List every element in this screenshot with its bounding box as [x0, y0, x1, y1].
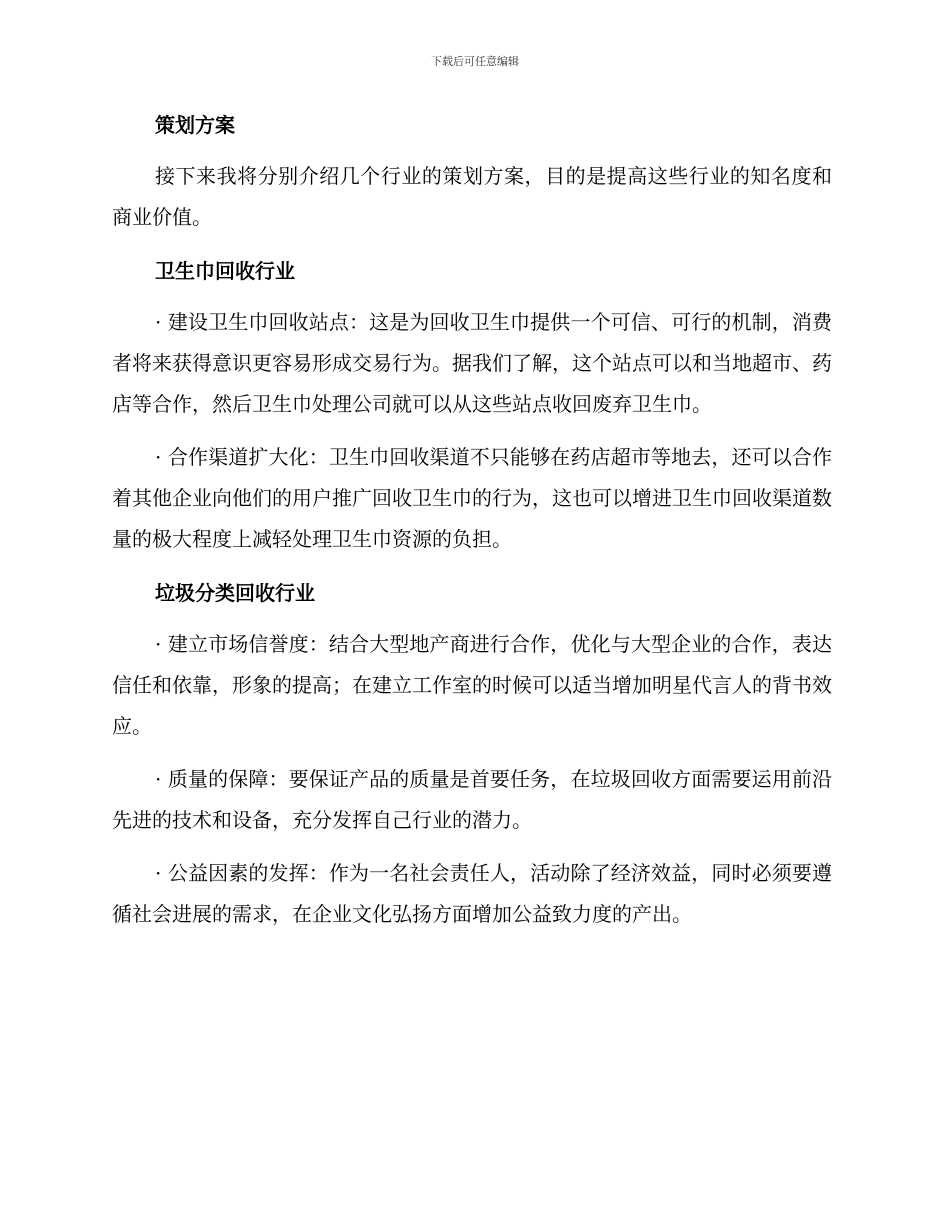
heading-plan: 策划方案 [155, 113, 235, 137]
header-note: 下载后可任意编辑 [431, 55, 519, 68]
heading-pad-recycling: 卫生巾回收行业 [155, 259, 295, 283]
heading-waste-recycling: 垃圾分类回收行业 [155, 581, 315, 605]
paragraph-pad-item-1: · 建设卫生巾回收站点：这是为回收卫生巾提供一个可信、可行的机制，消费者将来获得意识更容易形成交易行为。据我们了解，这个站点可以和当地超市、药店等合作，然后卫生巾处理公司就可以从这些站点收回废弃卫生巾。 [112, 310, 832, 416]
document-body [112, 104, 832, 935]
paragraph-waste-item-3: · 公益因素的发挥：作为一名社会责任人，活动除了经济效益，同时必须要遵循社会进展的需求，在企业文化弘扬方面增加公益致力度的产出。 [112, 861, 832, 926]
paragraph-waste-item-2: · 质量的保障：要保证产品的质量是首要任务，在垃圾回收方面需要运用前沿先进的技术和设备，充分发挥自己行业的潜力。 [112, 767, 832, 832]
paragraph-pad-item-2: · 合作渠道扩大化：卫生巾回收渠道不只能够在药店超市等地去，还可以合作着其他企业向他们的用户推广回收卫生巾的行为，这也可以增进卫生巾回收渠道数量的极大程度上减轻处理卫生巾资源的负担。 [112, 445, 832, 551]
paragraph-waste-item-1: · 建立市场信誉度：结合大型地产商进行合作，优化与大型企业的合作，表达信任和依靠，形象的提高；在建立工作室的时候可以适当增加明星代言人的背书效应。 [112, 632, 832, 738]
paragraph-intro: 接下来我将分别介绍几个行业的策划方案，目的是提高这些行业的知名度和商业价值。 [112, 164, 832, 229]
